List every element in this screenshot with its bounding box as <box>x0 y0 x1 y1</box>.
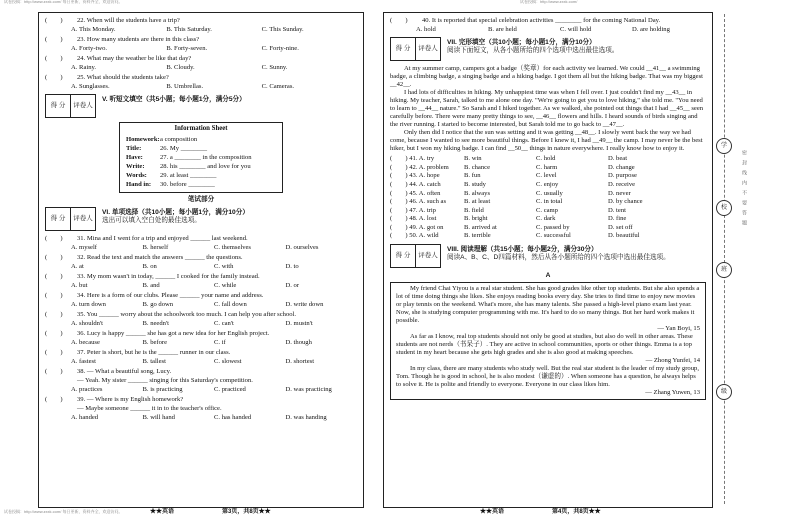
option: C. Forty-nine. <box>261 45 299 53</box>
cloze-option: ( ) 49. A. got on <box>390 223 444 231</box>
cloze-option: C. camp <box>536 206 558 214</box>
info-key: Title: <box>126 144 142 152</box>
option: C. if <box>214 339 226 347</box>
passage-label: A <box>545 271 551 279</box>
cloze-option: B. terrible <box>464 232 491 240</box>
info-key: Write: <box>126 162 145 170</box>
cloze-option: D. set off <box>608 223 633 231</box>
option: C. while <box>214 281 237 289</box>
option: B. are held <box>488 26 517 34</box>
page-4 <box>383 12 713 508</box>
question <box>45 74 357 91</box>
cloze-option: B. study <box>464 181 486 188</box>
option: A. but <box>71 281 88 289</box>
question-stem: ( ) 25. What should the students take? <box>45 74 169 82</box>
option: B. on <box>142 262 157 270</box>
option: C. slowest <box>214 358 242 366</box>
option: C. fall down <box>214 300 247 308</box>
answer-blank: ( ) <box>45 36 63 44</box>
cloze-option: ( ) 44. A. catch <box>390 181 441 188</box>
option: A. turn down <box>71 300 106 308</box>
question <box>45 396 357 422</box>
question <box>45 368 357 394</box>
option: C. This Sunday. <box>261 26 304 34</box>
cloze-option: D. never <box>608 189 631 197</box>
answer-options <box>71 244 357 252</box>
cloze-option: B. field <box>464 206 484 214</box>
binding-circle: 班 <box>716 262 732 278</box>
option: A. handed <box>71 414 99 422</box>
header-left: 试卷投稿：http://www.zxxk.com/ 每日更新，资料齐全，欢迎访问。 <box>4 0 123 4</box>
cloze-paragraph: Only then did I notice that the sun was setting and it was getting __48__. I slowly went back the way we had come, because I wanted to see more beautiful things. Before I knew it, I had __49__ the camp. I may never be the best hiker, but I won my hiking badge. I can find __50__ things in nature everywhere. I really know how to enjoy it. <box>390 129 703 153</box>
question <box>45 311 357 328</box>
cloze-paragraph: At my summer camp, campers got a badge（奖章）for each activity we learned. We could __41__ a swimming badge, a climbing badge, a singing badge and a hiking badge. I got them all but the hiking badge. That was my biggest __42__. <box>390 65 704 89</box>
option: D. was practicing <box>285 386 332 394</box>
cloze-option: D. change <box>608 163 635 171</box>
question <box>45 55 357 72</box>
answer-blank: ( ) <box>45 17 63 24</box>
option: A. This Monday. <box>71 26 116 34</box>
cloze-option: B. arrived at <box>464 223 497 231</box>
answer-options <box>71 339 357 347</box>
info-key: Words: <box>126 171 147 179</box>
info-value: 29. at least ________ <box>160 171 217 179</box>
written-part-title: 笔试部分 <box>187 195 215 203</box>
info-key: Have: <box>126 153 143 161</box>
page-3-footer: ★★英语 第3页，共8页★★ <box>150 508 271 515</box>
answer-blank: ( ) <box>45 291 63 299</box>
option: D. though <box>285 339 312 347</box>
option: C. Cameras. <box>261 83 295 91</box>
option: D. to <box>285 262 299 270</box>
question <box>45 235 357 252</box>
cloze-option: C. in total <box>536 198 563 206</box>
cloze-option: D. beat <box>608 155 628 163</box>
info-row <box>126 136 276 144</box>
question <box>45 36 357 53</box>
cloze-option: ( ) 45. A. often <box>390 189 441 197</box>
answer-options <box>71 64 357 72</box>
binding-circle: 学 <box>716 138 732 154</box>
answer-options <box>71 282 357 290</box>
option: D. are holding <box>632 26 670 34</box>
question-stem: ( ) 40. It is reported that special celebration activities ________ for the coming National Day. <box>390 17 661 24</box>
question-stem: ( ) 34. Here is a form of our clubs. Please ______ your name and address. <box>45 291 264 299</box>
question-line2: — Yeah. My sister ______ singing for this Saturday's competition. <box>77 377 253 385</box>
question-stem: ( ) 31. Mina and I went for a trip and enjoyed ______ last weekend. <box>45 234 248 242</box>
reading-passage-a <box>390 282 706 400</box>
page-4-footer: ★★英语 第4页，共8页★★ <box>480 508 601 515</box>
answer-options <box>71 386 357 394</box>
option: B. This Saturday. <box>166 26 212 34</box>
question-stem: ( ) 33. My mom wasn't in today, ______ I cooked for the family instead. <box>45 272 260 280</box>
info-row <box>126 154 276 162</box>
info-value: 27. a ________ in the composition <box>160 153 252 161</box>
option: A. practices <box>71 386 103 394</box>
answer-blank: ( ) <box>45 55 63 63</box>
section-6-header <box>45 207 357 231</box>
option: A. hold <box>416 26 436 34</box>
info-row <box>126 145 276 153</box>
answer-blank: ( ) <box>45 74 63 82</box>
cloze-option: ( ) 43. A. hope <box>390 172 440 180</box>
info-value: 28. his ________ and love for you <box>160 162 251 170</box>
question-stem: ( ) 35. You ______ worry about the schoolwork too much. I can help you after school. <box>45 311 297 318</box>
cloze-option: B. always <box>464 189 491 197</box>
cloze-option: C. hold <box>536 155 556 163</box>
option: D. ourselves <box>285 243 319 251</box>
question-stem: ( ) 38. — What a beautiful song, Lucy. <box>45 368 172 376</box>
section-8-header <box>390 244 706 268</box>
binding-stamp: 密 封 线 内 不 要 答 题 <box>741 150 746 225</box>
option: B. is practicing <box>142 386 183 394</box>
header-right: 试卷投稿：http://www.zxxk.com/ <box>520 0 578 4</box>
option: B. Umbrellas. <box>166 83 204 91</box>
option: A. because <box>71 339 100 347</box>
footer-small: 试卷投稿：http://www.zxxk.com/ 每日更新，资料齐全，欢迎访问。 <box>4 509 123 514</box>
info-row <box>126 163 276 171</box>
information-sheet <box>119 122 283 192</box>
cloze-option: C. passed by <box>536 223 570 231</box>
option: A. Sunglasses. <box>71 83 110 91</box>
binding-line <box>724 14 726 504</box>
cloze-option: ( ) 42. A. problem <box>390 163 449 171</box>
info-row <box>126 172 276 180</box>
option: C. will hold <box>560 26 592 34</box>
answer-blank: ( ) <box>45 253 63 261</box>
cloze-option: ( ) 50. A. wild <box>390 232 439 240</box>
cloze-passage <box>390 65 706 153</box>
answer-options <box>71 83 357 91</box>
listening-questions <box>45 17 357 91</box>
score-box: 得 分 评卷人 <box>390 244 441 268</box>
multiple-choice-questions <box>45 235 357 423</box>
info-key: Homework: <box>126 135 160 143</box>
cloze-option: ( ) 46. A. such as <box>390 198 447 206</box>
option: D. write down <box>285 300 324 308</box>
answer-options <box>71 320 357 328</box>
score-box: 得 分 评卷人 <box>45 94 96 118</box>
answer-options <box>416 26 706 34</box>
option: B. will hand <box>142 414 175 422</box>
option: B. before <box>142 339 168 347</box>
answer-options <box>71 45 357 53</box>
section-6-instructions: 选出可以填入空白处的最佳选项。 <box>102 216 201 224</box>
option: D. mustn't <box>285 320 313 328</box>
answer-options <box>71 263 357 271</box>
cloze-option: ( ) 41. A. try <box>390 155 435 163</box>
option: D. was handing <box>285 414 327 422</box>
section-8-title: VIII. 阅读理解（共15小题；每小题2分，满分30分） <box>447 245 598 253</box>
binding-circle: 级 <box>716 384 732 400</box>
answer-blank: ( ) <box>45 272 63 280</box>
info-sheet-title: Information Sheet <box>174 125 228 133</box>
cloze-option: D. purpose <box>608 172 637 180</box>
answer-options <box>71 414 357 422</box>
question-40 <box>390 17 706 34</box>
info-key: Hand in: <box>126 180 152 188</box>
passage-paragraph: As far as I know, real top students should not only be good at studies, but also do well in other areas. These students are not nerds（书呆子）. They are active in school communities, sports or other things. Emma is a top student in my heart because she gets high grades and she is also good at making speeches. <box>396 332 693 356</box>
option: B. needn't <box>142 320 169 328</box>
cloze-option: B. fun <box>464 172 481 180</box>
question <box>45 254 357 271</box>
option: A. shouldn't <box>71 320 103 328</box>
cloze-option: B. win <box>464 155 482 163</box>
passage-paragraph: My friend Chai Yiyou is a real star student. She has good grades like other top students. But she also spends a lot of time doing things she likes. She enjoys reading books every day. She tries to find time to enjoy new movies or play tennis on the weekend. What's more, she has many talents. She passed a high-level piano exam last year. Now, she is studying computer programming with me. It's hard to do so many things. But her hard work makes it possible. <box>396 284 700 324</box>
score-box: 得 分 评卷人 <box>390 37 441 61</box>
cloze-option: D. beautiful <box>608 232 640 240</box>
score-box: 得 分 评卷人 <box>45 207 96 231</box>
option: D. or <box>285 281 300 289</box>
cloze-option: B. at least <box>464 198 491 206</box>
option: C. practiced <box>214 386 246 394</box>
answer-blank: ( ) <box>45 368 63 376</box>
info-row <box>126 181 276 189</box>
answer-blank: ( ) <box>45 311 63 318</box>
passage-signature: — Yan Boyi, 15 <box>657 324 700 332</box>
question-line2: — Maybe someone ______ it in to the teacher's office. <box>77 405 222 413</box>
option: B. and <box>142 281 160 289</box>
cloze-option: C. harm <box>536 163 558 171</box>
section-5-title: V. 听短文填空（共5小题；每小题1分，满分5分） <box>102 96 246 104</box>
cloze-option: B. chance <box>464 163 490 171</box>
cloze-option: C. level <box>536 172 557 180</box>
question-stem: ( ) 22. When will the students have a trip? <box>45 17 180 24</box>
answer-blank: ( ) <box>390 17 408 24</box>
option: C. themselves <box>214 243 251 251</box>
question-stem: ( ) 24. What may the weather be like that day? <box>45 55 192 63</box>
cloze-option: C. usually <box>536 189 563 197</box>
question <box>45 17 357 34</box>
question-stem: ( ) 37. Peter is short, but he is the ______ runner in our class. <box>45 349 231 357</box>
answer-options <box>71 358 357 366</box>
answer-blank: ( ) <box>45 349 63 357</box>
question <box>45 292 357 309</box>
cloze-option: C. dark <box>536 215 556 223</box>
answer-blank: ( ) <box>45 396 63 404</box>
option: C. has handed <box>214 414 252 422</box>
option: D. shortest <box>285 358 315 366</box>
answer-options <box>71 301 357 309</box>
question <box>390 17 706 34</box>
cloze-option: C. enjoy <box>536 181 559 188</box>
option: A. at <box>71 262 84 270</box>
section-7-instructions: 阅读下面短文，从各小题所给的四个选项中选出最佳选项。 <box>447 47 619 55</box>
info-value: 30. before ________ <box>160 180 215 188</box>
section-5-header <box>45 94 357 118</box>
cloze-option: ( ) 47. A. trip <box>390 206 436 214</box>
cloze-option: ( ) 48. A. lost <box>390 215 437 223</box>
section-8-instructions: 阅读A、B、C、D四篇材料，然后从各小题所给的四个选项中选出最佳选项。 <box>447 253 670 261</box>
answer-options <box>71 26 357 34</box>
option: C. with <box>214 262 234 270</box>
cloze-paragraph: I had lots of difficulties in hiking. My unhappiest time was when I fell over. I just couldn't find my __43__ in hiking. My teacher, Sarah, talked to me alone one day. "We're going to get you to love hiking," she told me. "You need to learn to __44__ nature." So Sarah and I hiked together. As we walked, she pointed out things that I had __45__ seen carefully before. There were many pretty things to see, __46__ flowers and hills. I heard sounds of birds singing and the river running. I started to become interested, but Sarah told me to go back to __47__. <box>390 89 704 129</box>
info-value: a composition <box>160 135 198 143</box>
cloze-option: C. successful <box>536 232 571 240</box>
option: C. can't <box>214 320 234 328</box>
cloze-option: B. bright <box>464 215 488 223</box>
answer-blank: ( ) <box>45 330 63 338</box>
question-stem: ( ) 32. Read the text and match the answers ______ the questions. <box>45 253 243 261</box>
question-stem: ( ) 23. How many students are there in this class? <box>45 36 200 44</box>
option: B. Cloudy. <box>166 64 195 72</box>
section-7-header <box>390 37 706 61</box>
passage-signature: — Zhong Yunfei, 14 <box>645 357 700 365</box>
binding-circle: 校 <box>716 200 732 216</box>
question <box>45 273 357 290</box>
option: A. fastest <box>71 358 96 366</box>
passage-signature: — Zhang Yuwen, 13 <box>645 389 700 397</box>
section-6-title: VI. 单项选择（共10小题；每小题1分，满分10分） <box>102 208 249 216</box>
option: A. myself <box>71 243 98 251</box>
passage-paragraph: In my class, there are many students who study well. But the real star student is the leader of my study group, Tom. Though he is good in school, he is also modest（谦虚的）. When someone has a question, he always helps to solve it. He is polite and friendly to everyone. Everyone in our class likes him. <box>396 365 699 389</box>
question-stem: ( ) 39. — Where is my English homework? <box>45 396 184 404</box>
option: C. Sunny. <box>261 64 288 72</box>
cloze-option: D. receive <box>608 181 636 188</box>
question <box>45 349 357 366</box>
cloze-option: D. by chance <box>608 198 643 206</box>
option: B. go down <box>142 300 174 308</box>
answer-blank: ( ) <box>45 234 63 242</box>
cloze-option: D. tent <box>608 206 626 214</box>
page-3 <box>38 12 364 508</box>
cloze-options <box>390 155 706 240</box>
option: B. tallest <box>142 358 166 366</box>
option: A. Rainy. <box>71 64 97 72</box>
option: B. herself <box>142 243 169 251</box>
option: A. Forty-two. <box>71 45 108 53</box>
info-value: 26. My ________ <box>160 144 208 152</box>
question-stem: ( ) 36. Lucy is happy ______ she has got a new idea for her English project. <box>45 330 270 338</box>
section-7-title: VII. 完形填空（共10小题；每小题1分，满分10分） <box>447 39 596 47</box>
question <box>45 330 357 347</box>
cloze-option: D. fine <box>608 215 627 223</box>
option: B. Forty-seven. <box>166 45 208 53</box>
